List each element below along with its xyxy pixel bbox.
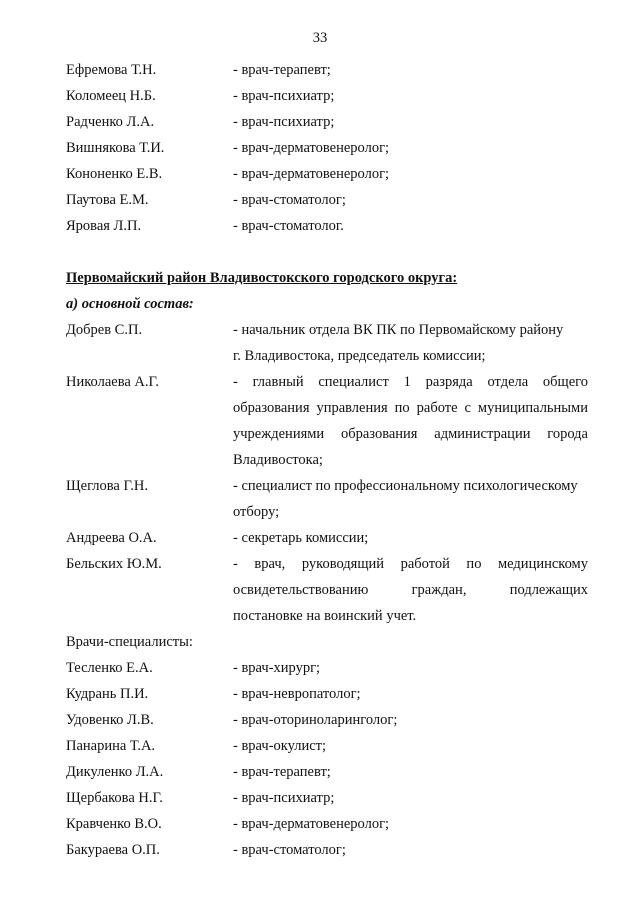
specialists-label: Врачи-специалисты: (66, 634, 193, 650)
list-item-continuation (0, 504, 640, 524)
member-role: - врач-терапевт; (233, 62, 331, 78)
member-name: Кравченко В.О. (66, 816, 162, 832)
member-name: Кудрань П.И. (66, 686, 149, 702)
member-name: Вишнякова Т.И. (66, 140, 165, 156)
member-name: Щербакова Н.Г. (66, 790, 163, 806)
member-name: Бакураева О.П. (66, 842, 160, 858)
list-item (0, 166, 640, 186)
list-item (0, 374, 640, 394)
list-item-continuation (0, 400, 640, 420)
list-item (0, 764, 640, 784)
member-name: Николаева А.Г. (66, 374, 159, 390)
list-item (0, 218, 640, 238)
member-role: - врач-психиатр; (233, 114, 335, 130)
member-role: - врач-стоматолог; (233, 192, 346, 208)
member-role: - врач-оториноларинголог; (233, 712, 398, 728)
list-item (0, 140, 640, 160)
list-item (0, 686, 640, 706)
list-item (0, 842, 640, 862)
member-role: - врач-окулист; (233, 738, 327, 754)
member-role: учреждениями образования администрации города (233, 426, 588, 442)
member-name: Удовенко Л.В. (66, 712, 154, 728)
member-name: Панарина Т.А. (66, 738, 156, 754)
member-role: - специалист по профессиональному психологическому (233, 478, 578, 494)
list-item (0, 114, 640, 134)
member-name: Тесленко Е.А. (66, 660, 153, 676)
section-heading: Первомайский район Владивостокского городского округа: (66, 270, 458, 286)
member-role: - врач-невропатолог; (233, 686, 361, 702)
member-role: - врач-психиатр; (233, 790, 335, 806)
page-number: 33 (312, 30, 328, 46)
list-item (0, 530, 640, 550)
list-item (0, 478, 640, 498)
member-name: Андреева О.А. (66, 530, 157, 546)
member-name: Радченко Л.А. (66, 114, 155, 130)
member-role: - начальник отдела ВК ПК по Первомайскому району (233, 322, 564, 338)
list-item (0, 660, 640, 680)
member-name: Паутова Е.М. (66, 192, 149, 208)
member-role: образования управления по работе с муниципальными (233, 400, 588, 416)
member-role: - врач, руководящий работой по медицинскому (233, 556, 588, 572)
list-item (0, 192, 640, 212)
member-role: - врач-стоматолог. (233, 218, 344, 234)
member-role: - врач-терапевт; (233, 764, 331, 780)
list-item-continuation (0, 426, 640, 446)
member-role: - врач-хирург; (233, 660, 321, 676)
member-role: Владивостока; (233, 452, 323, 468)
list-item-continuation (0, 608, 640, 628)
member-name: Щеглова Г.Н. (66, 478, 148, 494)
member-role: - главный специалист 1 разряда отдела общего (233, 374, 588, 390)
member-name: Кононенко Е.В. (66, 166, 163, 182)
list-item-continuation (0, 452, 640, 472)
member-name: Бельских Ю.М. (66, 556, 162, 572)
member-name: Коломеец Н.Б. (66, 88, 156, 104)
member-name: Яровая Л.П. (66, 218, 142, 234)
member-role: освидетельствованию граждан, подлежащих (233, 582, 588, 598)
list-item (0, 556, 640, 576)
member-name: Ефремова Т.Н. (66, 62, 157, 78)
member-role: - врач-дерматовенеролог; (233, 166, 390, 182)
list-item (0, 62, 640, 82)
member-role: г. Владивостока, председатель комиссии; (233, 348, 486, 364)
list-item (0, 712, 640, 732)
list-item (0, 790, 640, 810)
member-role: - врач-психиатр; (233, 88, 335, 104)
list-item (0, 816, 640, 836)
member-role: - врач-дерматовенеролог; (233, 816, 390, 832)
member-role: - секретарь комиссии; (233, 530, 369, 546)
list-item-continuation (0, 582, 640, 602)
member-role: - врач-дерматовенеролог; (233, 140, 390, 156)
member-name: Дикуленко Л.А. (66, 764, 164, 780)
member-role: - врач-стоматолог; (233, 842, 346, 858)
subheading: а) основной состав: (66, 296, 194, 312)
list-item (0, 738, 640, 758)
member-name: Добрев С.П. (66, 322, 143, 338)
list-item (0, 88, 640, 108)
list-item-continuation (0, 348, 640, 368)
member-role: отбору; (233, 504, 280, 520)
list-item (0, 322, 640, 342)
member-role: постановке на воинский учет. (233, 608, 417, 624)
